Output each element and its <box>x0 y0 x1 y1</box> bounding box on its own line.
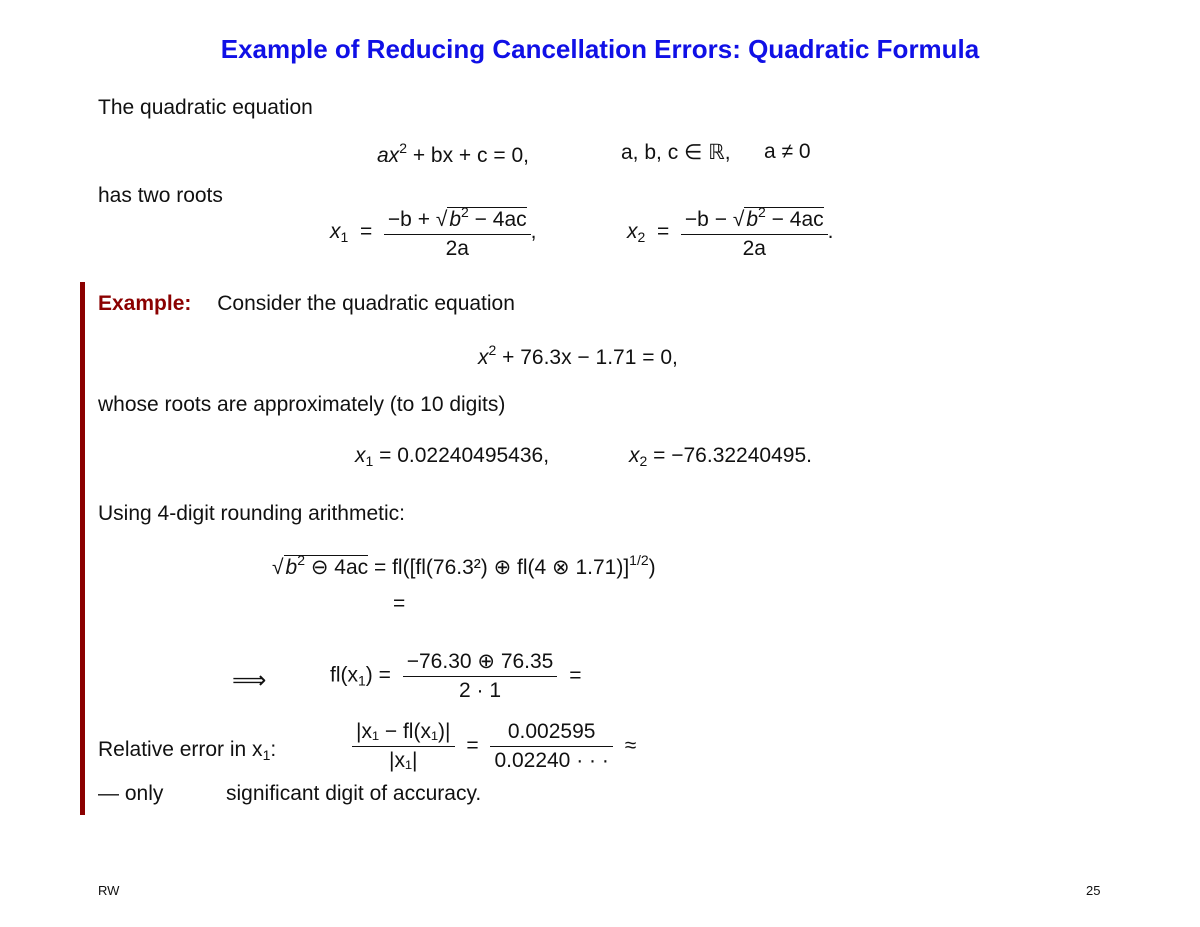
root-x1-fraction: $\frac{-b + √b^2 - 4ac}{2a}$ <box>384 204 531 261</box>
fl-sqrt-line: $√b^2$ ⊖ 4ac = fl([fl(76.3²) ⊕ fl(4 ⊗ 1.71)]$^{1/2}$) <box>272 552 656 579</box>
example-eq-exp: 2 <box>488 342 497 358</box>
rel-denominator: |x₁| <box>352 746 455 773</box>
example-text: Consider the quadratic equation <box>217 292 515 315</box>
arithmetic-text: Using 4-digit rounding arithmetic: <box>98 502 405 525</box>
example-eq-rest: + 76.3x − 1.71 = 0, <box>496 346 678 369</box>
quadratic-equation <box>377 140 529 168</box>
rel-approx: ≈ <box>624 734 637 758</box>
x1-rad-rest: − 4ac <box>468 208 527 231</box>
fl-rad-b: b <box>285 556 298 579</box>
rel-fraction-1 <box>352 720 455 773</box>
x1-sep: , <box>530 220 537 244</box>
relative-error-expr <box>352 720 636 773</box>
implies-arrow: ⟹ <box>232 667 267 694</box>
x2-var: x <box>627 220 638 244</box>
rel-numerator: |x₁ − fl(x₁)| <box>356 720 451 743</box>
fl-half-exp: 1/2 <box>629 552 649 568</box>
significant-digit-text: significant digit of accuracy. <box>226 782 482 805</box>
x2-rad-exp: 2 <box>758 204 766 220</box>
fl-x1-numerator: −76.30 ⊕ 76.35 <box>406 650 554 673</box>
slide-title: Example of Reducing Cancellation Errors: Quadratic Formula <box>220 34 980 64</box>
root-x2: $x_2$ = $\frac{-b - √b^2 - 4ac}{2a}$ . <box>627 204 834 260</box>
equation-condition-2: a ≠ 0 <box>764 140 811 163</box>
root-x2-fraction: $\frac{-b - √b^2 - 4ac}{2a}$ <box>681 204 828 261</box>
eq-rest: + bx + c = 0, <box>406 144 529 167</box>
fl-x1-fraction <box>403 649 558 703</box>
x2-rad-b: b <box>746 208 759 231</box>
fl-expression: = fl([fl(76.3²) ⊕ fl(4 ⊗ 1.71)] <box>373 556 630 579</box>
fl-rad-exp: 2 <box>297 552 306 568</box>
example-root-x2 <box>629 444 812 469</box>
ex-x1-sub: 1 <box>365 453 374 469</box>
example-header <box>98 292 515 316</box>
footer-author: RW <box>98 883 120 898</box>
rel-denominator-2: 0.02240 · · · <box>490 746 612 773</box>
rel-numerator-2: 0.002595 <box>507 720 596 743</box>
rel-text: Relative error in x <box>98 738 263 761</box>
rel-fraction-2 <box>490 720 612 773</box>
root-x1: $x_1$ = $\frac{-b + √b^2 - 4ac}{2a}$ , <box>330 204 537 260</box>
example-roots-text: whose roots are approximately (to 10 digits) <box>98 393 506 416</box>
x1-numerator: −b + <box>387 208 436 231</box>
x2-denominator: 2a <box>681 234 828 261</box>
relative-error-label <box>98 738 276 763</box>
rel-equals: = <box>466 734 479 758</box>
roots-text: has two roots <box>98 184 223 207</box>
example-root-x1 <box>355 444 549 469</box>
example-eq-x: x <box>478 346 489 369</box>
ex-x1-value: = 0.02240495436, <box>379 444 550 467</box>
fl-close: ) <box>648 556 656 579</box>
eq-exp: 2 <box>399 140 407 156</box>
x1-sub: 1 <box>340 229 349 246</box>
ex-x2-sub: 2 <box>639 453 648 469</box>
page-number: 25 <box>1086 883 1101 898</box>
ex-x1-var: x <box>355 444 366 467</box>
rel-colon: : <box>270 738 277 761</box>
eq-lhs: ax <box>377 144 400 167</box>
x2-numerator: −b − <box>684 208 733 231</box>
fl-rad-mid: ⊖ 4ac <box>305 556 369 579</box>
x2-sub: 2 <box>637 229 646 246</box>
x1-var: x <box>330 220 341 244</box>
x1-rad-b: b <box>449 208 462 231</box>
rel-sub: 1 <box>262 747 271 763</box>
x2-rad-rest: − 4ac <box>765 208 824 231</box>
equation-condition-1: a, b, c ∈ ℝ, <box>621 141 731 164</box>
x1-rad-exp: 2 <box>461 204 469 220</box>
fl-x1-sub: 1 <box>358 672 366 689</box>
fl-eq-only: = <box>393 592 406 615</box>
x2-sep: . <box>827 220 834 244</box>
fl-x1-close: ) = <box>365 663 391 687</box>
example-bar <box>80 282 85 815</box>
intro-text: The quadratic equation <box>98 96 313 119</box>
ex-x2-var: x <box>629 444 640 467</box>
fl-x1-denominator: 2 · 1 <box>403 676 558 703</box>
example-label: Example: <box>98 292 192 315</box>
fl-x1-after: = <box>569 663 582 687</box>
fl-x1-label: fl(x <box>330 663 358 687</box>
fl-x1-line <box>330 649 581 703</box>
x1-denominator: 2a <box>384 234 531 261</box>
example-equation <box>478 342 678 370</box>
ex-x2-value: = −76.32240495. <box>653 444 812 467</box>
only-text: — only <box>98 782 164 805</box>
